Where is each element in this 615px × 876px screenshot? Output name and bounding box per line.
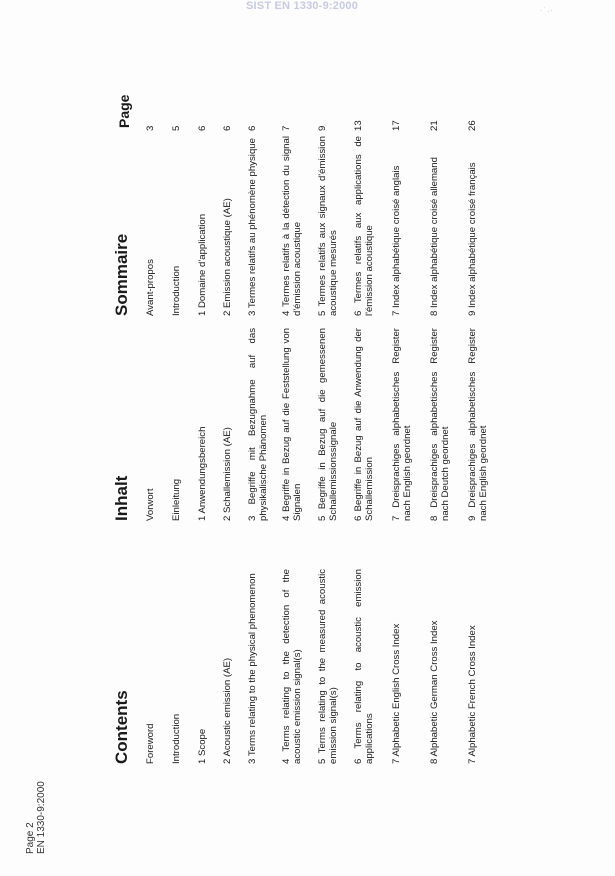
column-heading-inhalt: Inhalt [112,475,131,521]
toc-en: 8 Alphabetic German Cross Index [429,620,440,764]
toc-de: 2 Schallemission (AE) [222,427,233,521]
toc-en: 7 Alphabetic English Cross Index [391,623,402,764]
toc-de: Einleitung [171,478,182,521]
toc-page: 7 [281,125,292,131]
toc-de: 4 Begriffe in Bezug auf die Feststellung von Signalen [281,328,303,521]
scan-specks: · ˙ . · [540,8,553,14]
toc-en: Foreword [145,723,156,764]
toc-de: 1 Anwendungsbereich [197,426,208,521]
toc-en: 1 Scope [197,728,208,764]
page-number-label: Page 2 [25,822,36,854]
toc-page: 26 [467,120,478,131]
page-header [25,781,47,854]
toc-fr: 8 Index alphabétique croisé allemand [429,157,440,316]
toc-de: 6 Begriffe in Bezug auf die Anwendung der Schallemission [353,328,375,521]
toc-en: 3 Terms relating to the physical phenomenon [247,573,258,764]
toc-de: 5 Begriffe in Bezug auf die gemessenen Schallemissionssignale [317,328,339,521]
toc-en: 7 Alphabetic French Cross Index [467,625,478,764]
toc-fr: 1 Domaine d'application [197,213,208,316]
toc-page: 6 [247,125,258,131]
toc-de: 3 Begriffe mit Bezugnahme auf das physikalische Phänomen [247,328,269,521]
toc-en: 4 Terms relating to the detection of the acoustic emission signal(s) [281,569,303,764]
toc-fr: 6 Termes relatifs aux applications de l'émission acoustique [353,136,375,316]
toc-en: 2 Acoustic emission (AE) [222,657,233,764]
toc-fr: 9 Index alphabétique croisé français [467,162,478,316]
toc-de: 9 Dreisprachiges alphabetisches Register nach English geordnet [467,328,489,521]
toc-en: Introduction [171,713,182,764]
column-heading-page: Page [116,94,132,128]
watermark: SIST EN 1330-9:2000 [246,0,359,12]
toc-fr: Introduction [171,265,182,316]
toc-fr: 4 Termes relatifs à la détection du signal d'émission acoustique [281,136,303,316]
toc-page: 5 [171,125,182,131]
toc-fr: 7 Index alphabétique croisé anglais [391,165,402,316]
toc-en: 5 Terms relating to the measured acoustic emission signal(s) [317,569,339,764]
column-heading-sommaire: Sommaire [112,233,131,316]
toc-de: 7 Dreisprachiges alphabetisches Register nach English geordnet [391,328,413,521]
toc-page: 6 [197,125,208,131]
toc-fr: 2 Emission acoustique (AE) [222,198,233,316]
toc-table [0,91,615,764]
toc-fr: 3 Termes relatifs au phénomène physique [247,138,258,316]
toc-de: 8 Dreisprachiges alphabetisches Register nach Deutch geordnet [429,328,451,521]
toc-de: Vorwort [145,488,156,521]
toc-page: 3 [145,125,156,131]
toc-page: 6 [222,125,233,131]
toc-page: 9 [317,125,328,131]
toc-page: 21 [429,120,440,131]
toc-fr: 5 Termes relatifs aux signaux d'émission acoustique mesurés [317,136,339,316]
toc-en: 6 Terms relating to acoustic emission applications [353,569,375,764]
column-heading-contents: Contents [112,690,131,764]
toc-page: 17 [391,120,402,131]
toc-fr: Avant-propos [145,259,156,316]
toc-page: 13 [353,120,364,131]
standard-id: EN 1330-9:2000 [36,781,47,854]
